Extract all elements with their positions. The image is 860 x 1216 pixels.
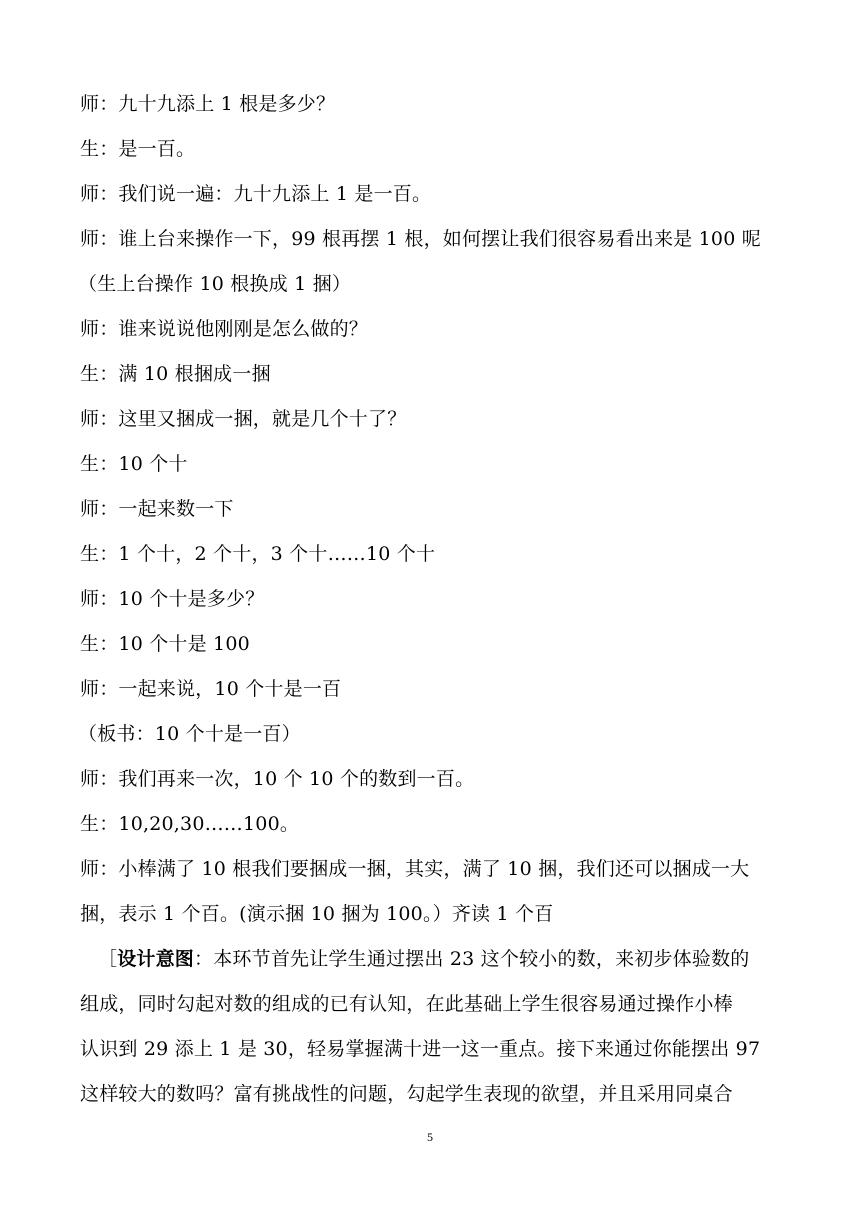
dialogue-line: 师：九十九添上 1 根是多少？ [80, 93, 336, 115]
dialogue-line: 师：这里又捆成一捆，就是几个十了？ [80, 408, 407, 430]
dialogue-line: 师：小棒满了 10 根我们要捆成一捆，其实，满了 10 捆，我们还可以捆成一大 [80, 858, 750, 880]
dialogue-line: （生上台操作 10 根换成 1 捆） [78, 273, 352, 295]
dialogue-line: 师：我们再来一次，10 个 10 个的数到一百。 [80, 768, 475, 790]
page-number: 5 [427, 1130, 433, 1144]
dialogue-line: 捆，表示 1 个百。(演示捆 10 捆为 100。）齐读 1 个百 [80, 903, 554, 925]
dialogue-line: 师：我们说一遍：九十九添上 1 是一百。 [80, 183, 432, 205]
dialogue-line: 师：谁来说说他刚刚是怎么做的？ [80, 318, 369, 340]
dialogue-line: 师：一起来数一下 [80, 498, 234, 520]
design-intent-label: 设计意图 [117, 948, 195, 970]
dialogue-line: （板书：10 个十是一百） [78, 723, 301, 745]
dialogue-line: 生：1 个十，2 个十，3 个十……10 个十 [80, 543, 436, 565]
dialogue-line: 师：谁上台来操作一下，99 根再摆 1 根，如何摆让我们很容易看出来是 100 呢 [80, 228, 761, 250]
dialogue-line: 师：10 个十是多少？ [80, 588, 265, 610]
dialogue-line: 生：10 个十是 100 [80, 633, 250, 655]
design-intent-first-line [98, 947, 798, 971]
dialogue-line: 生：10 个十 [80, 453, 188, 475]
design-intent-text: ：本环节首先让学生通过摆出 23 这个较小的数，来初步体验数的 [194, 948, 750, 970]
dialogue-line: 生：满 10 根捆成一捆 [80, 363, 271, 385]
design-intent-line: 认识到 29 添上 1 是 30，轻易掌握满十进一这一重点。接下来通过你能摆出 97 [80, 1038, 761, 1060]
dialogue-line: 生：是一百。 [80, 138, 196, 160]
design-intent-line: 这样较大的数吗？富有挑战性的问题，勾起学生表现的欲望，并且采用同桌合 [80, 1083, 733, 1105]
design-intent-bracket: ［ [98, 948, 118, 970]
dialogue-line: 生：10,20,30……100。 [80, 813, 300, 835]
dialogue-line: 师：一起来说，10 个十是一百 [80, 678, 342, 700]
design-intent-line: 组成，同时勾起对数的组成的已有认知，在此基础上学生很容易通过操作小棒 [80, 993, 733, 1015]
